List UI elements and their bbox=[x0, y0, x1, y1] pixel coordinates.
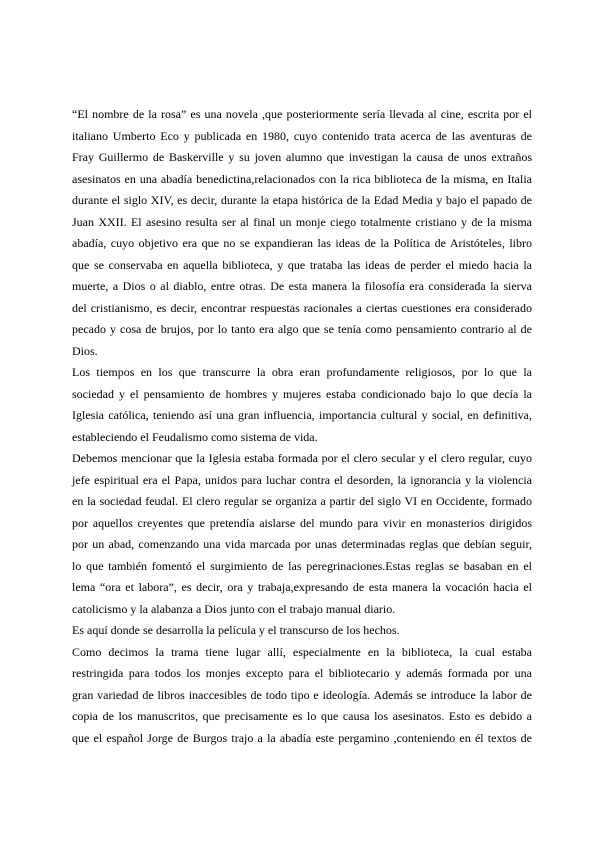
text-line: muerte, a Dios o al diablo, entre otras. De esta manera la filosofía era considerada la sierva bbox=[72, 279, 532, 293]
paragraph-3 bbox=[72, 448, 532, 620]
text-line: Debemos mencionar que la Iglesia estaba formada por el clero secular y el clero regular, cuyo bbox=[72, 451, 532, 465]
text-line: gran variedad de libros inaccesibles de todo tipo e ideología. Además se introduce la labor de bbox=[72, 687, 532, 702]
text-line: abadía, cuyo objetivo era que no se expandieran las ideas de la Política de Aristóteles, libro bbox=[72, 236, 532, 250]
text-line: Los tiempos en los que transcurre la obra eran profundamente religiosos, por lo que la bbox=[72, 365, 532, 379]
text-line: por aquellos creyentes que pretendía aislarse del mundo para vivir en monasterios dirigidos bbox=[72, 515, 532, 530]
text-line: asesinatos en una abadía benedictina,relacionados con la rica biblioteca de la misma, en Italia bbox=[72, 171, 532, 186]
text-line: durante el siglo XIV, es decir, durante la etapa histórica de la Edad Media y bajo el papado de bbox=[72, 193, 532, 207]
text-line: estableciendo el Feudalismo como sistema de vida. bbox=[72, 429, 318, 444]
text-line: del cristianismo, es decir, encontrar respuestas racionales a ciertas cuestiones era considerado bbox=[72, 300, 532, 315]
text-line: Como decimos la trama tiene lugar allí, especialmente en la biblioteca, la cual estaba bbox=[72, 644, 532, 659]
text-line: que se conservaba en aquella biblioteca, y que trataba las ideas de perder el miedo hacia la bbox=[72, 257, 532, 272]
text-line: Es aquí donde se desarrolla la película y el transcurso de los hechos. bbox=[72, 623, 400, 637]
text-line: Juan XXII. El asesino resulta ser al final un monje ciego totalmente cristiano y de la misma bbox=[72, 214, 532, 229]
paragraph-2 bbox=[72, 362, 532, 448]
text-line: Dios. bbox=[72, 343, 98, 358]
text-line: copia de los manuscritos, que precisamente es lo que causa los asesinatos. Esto es debido a bbox=[72, 709, 532, 723]
text-line: catolicismo y la alabanza a Dios junto con el trabajo manual diario. bbox=[72, 601, 396, 616]
text-line: Fray Guillermo de Baskerville y su joven alumno que investigan la causa de unos extraños bbox=[72, 150, 532, 164]
text-line: por un abad, comenzando una vida marcada por unas determinadas reglas que debían seguir, bbox=[72, 537, 532, 551]
paragraph-1 bbox=[72, 104, 532, 362]
text-line: que el español Jorge de Burgos trajo a la abadía este pergamino ,conteniendo en él textos de bbox=[72, 730, 532, 745]
text-line: lema “ora et labora”, es decir, ora y trabaja,expresando de esta manera la vocación hacia el bbox=[72, 580, 532, 594]
text-line: lo que también fomentó el surgimiento de las peregrinaciones.Estas reglas se basaban en el bbox=[72, 558, 532, 573]
text-line: restringida para todos los monjes excepto para el bibliotecario y además formada por una bbox=[72, 666, 532, 680]
text-line: “El nombre de la rosa” es una novela ,que posteriormente sería llevada al cine, escrita por el bbox=[72, 107, 532, 121]
text-line: sociedad y el pensamiento de hombres y mujeres estaba condicionado bajo lo que decía la bbox=[72, 386, 532, 401]
paragraph-4 bbox=[72, 620, 532, 642]
text-line: pecado y cosa de brujos, por lo tanto era algo que se tenía como pensamiento contrario al de bbox=[72, 322, 532, 336]
text-line: jefe espiritual era el Papa, unidos para luchar contra el desorden, la ignorancia y la violencia bbox=[72, 472, 532, 487]
text-line: Iglesia católica, teniendo así una gran influencia, importancia cultural y social, en definitiva, bbox=[72, 408, 532, 422]
paragraph-5 bbox=[72, 642, 532, 750]
text-line: en la sociedad feudal. El clero regular se organiza a partir del siglo VI en Occidente, formado bbox=[72, 494, 532, 508]
document-body bbox=[72, 104, 532, 749]
text-line: italiano Umberto Eco y publicada en 1980, cuyo contenido trata acerca de las aventuras de bbox=[72, 128, 532, 143]
